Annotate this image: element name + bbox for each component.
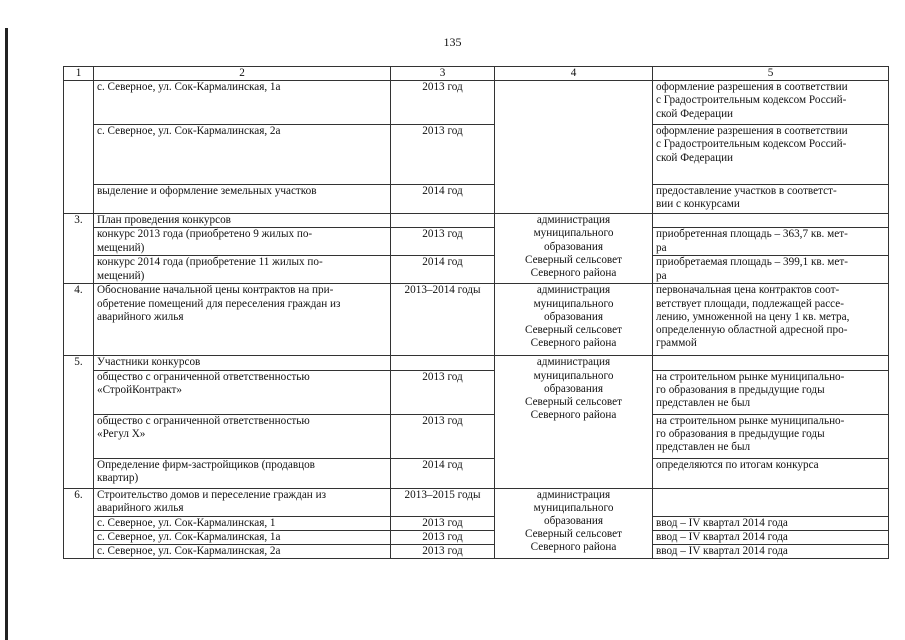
- section-row: [64, 284, 889, 356]
- section-row: [64, 214, 889, 228]
- executor-cell: [495, 81, 653, 214]
- result-cell: определяются по итогам конкурса: [653, 458, 889, 488]
- result-cell: ввод – IV квартал 2014 года: [653, 545, 889, 559]
- result-cell: оформление разрешения в соответствии с Градостроительным кодексом Россий- ской Федерации: [653, 81, 889, 125]
- table-row: [64, 414, 889, 458]
- section-title: План проведения конкурсов: [94, 214, 391, 228]
- result-cell: на строительном рынке муниципально- го образования в предыдущие годы представлен не был: [653, 370, 889, 414]
- task-cell: Определение фирм-застройщиков (продавцов квартир): [94, 458, 391, 488]
- period-cell: 2013 год: [391, 414, 495, 458]
- header-cell-1: 1: [64, 67, 94, 81]
- period-cell: 2013 год: [391, 228, 495, 256]
- result-cell: [653, 214, 889, 228]
- row-number-cell: [64, 81, 94, 214]
- result-cell: ввод – IV квартал 2014 года: [653, 516, 889, 530]
- period-cell: [391, 356, 495, 370]
- executor-cell: администрация муниципального образования Северный сельсовет Северного района: [495, 356, 653, 488]
- period-cell: 2013 год: [391, 370, 495, 414]
- period-cell: 2013–2014 годы: [391, 284, 495, 356]
- result-cell: приобретенная площадь – 363,7 кв. мет- ра: [653, 228, 889, 256]
- task-cell: конкурс 2013 года (приобретено 9 жилых по- мещений): [94, 228, 391, 256]
- section-number: 5.: [64, 356, 94, 488]
- period-cell: 2014 год: [391, 458, 495, 488]
- table-row: [64, 530, 889, 544]
- header-cell-5: 5: [653, 67, 889, 81]
- executor-cell: администрация муниципального образования Северный сельсовет Северного района: [495, 488, 653, 559]
- period-cell: 2013 год: [391, 530, 495, 544]
- task-cell: общество с ограниченной ответственностью «Регул Х»: [94, 414, 391, 458]
- section-number: 4.: [64, 284, 94, 356]
- period-cell: 2013 год: [391, 516, 495, 530]
- table-row: [64, 545, 889, 559]
- task-cell: Обоснование начальной цены контрактов на при- обретение помещений для переселения граждан из аварийного жилья: [94, 284, 391, 356]
- page-number: 135: [443, 35, 462, 49]
- period-cell: 2013 год: [391, 81, 495, 125]
- result-cell: ввод – IV квартал 2014 года: [653, 530, 889, 544]
- result-cell: первоначальная цена контрактов соот- ветствует площади, подлежащей рассе- лению, умноженной на цену 1 кв. метра, определенную областной адресной про- граммой: [653, 284, 889, 356]
- task-cell: с. Северное, ул. Сок-Кармалинская, 2а: [94, 125, 391, 185]
- executor-cell: администрация муниципального образования Северный сельсовет Северного района: [495, 214, 653, 284]
- header-cell-3: 3: [391, 67, 495, 81]
- period-cell: 2013–2015 годы: [391, 488, 495, 516]
- executor-cell: администрация муниципального образования Северный сельсовет Северного района: [495, 284, 653, 356]
- plan-table: [63, 66, 889, 559]
- table-row: [64, 81, 889, 125]
- table-row: [64, 370, 889, 414]
- task-cell: конкурс 2014 года (приобретение 11 жилых по- мещений): [94, 256, 391, 284]
- section-title: Участники конкурсов: [94, 356, 391, 370]
- result-cell: предоставление участков в соответст- вии с конкурсами: [653, 185, 889, 214]
- task-cell: Строительство домов и переселение граждан из аварийного жилья: [94, 488, 391, 516]
- table-row: [64, 185, 889, 214]
- table-row: [64, 228, 889, 256]
- period-cell: [391, 214, 495, 228]
- task-cell: с. Северное, ул. Сок-Кармалинская, 1а: [94, 81, 391, 125]
- section-number: 3.: [64, 214, 94, 284]
- header-cell-4: 4: [495, 67, 653, 81]
- scan-edge-bar: [5, 28, 8, 640]
- task-cell: с. Северное, ул. Сок-Кармалинская, 2а: [94, 545, 391, 559]
- period-cell: 2014 год: [391, 256, 495, 284]
- result-cell: приобретаемая площадь – 399,1 кв. мет- ра: [653, 256, 889, 284]
- table-row: [64, 125, 889, 185]
- period-cell: 2013 год: [391, 125, 495, 185]
- header-cell-2: 2: [94, 67, 391, 81]
- task-cell: общество с ограниченной ответственностью «СтройКонтракт»: [94, 370, 391, 414]
- task-cell: с. Северное, ул. Сок-Кармалинская, 1: [94, 516, 391, 530]
- table-row: [64, 458, 889, 488]
- result-cell: [653, 488, 889, 516]
- header-row: [64, 67, 889, 81]
- result-cell: оформление разрешения в соответствии с Градостроительным кодексом Россий- ской Федерации: [653, 125, 889, 185]
- result-cell: [653, 356, 889, 370]
- section-row: [64, 356, 889, 370]
- period-cell: 2013 год: [391, 545, 495, 559]
- task-cell: с. Северное, ул. Сок-Кармалинская, 1а: [94, 530, 391, 544]
- section-number: 6.: [64, 488, 94, 559]
- period-cell: 2014 год: [391, 185, 495, 214]
- table-row: [64, 256, 889, 284]
- table-row: [64, 516, 889, 530]
- section-row: [64, 488, 889, 516]
- result-cell: на строительном рынке муниципально- го образования в предыдущие годы представлен не был: [653, 414, 889, 458]
- task-cell: выделение и оформление земельных участков: [94, 185, 391, 214]
